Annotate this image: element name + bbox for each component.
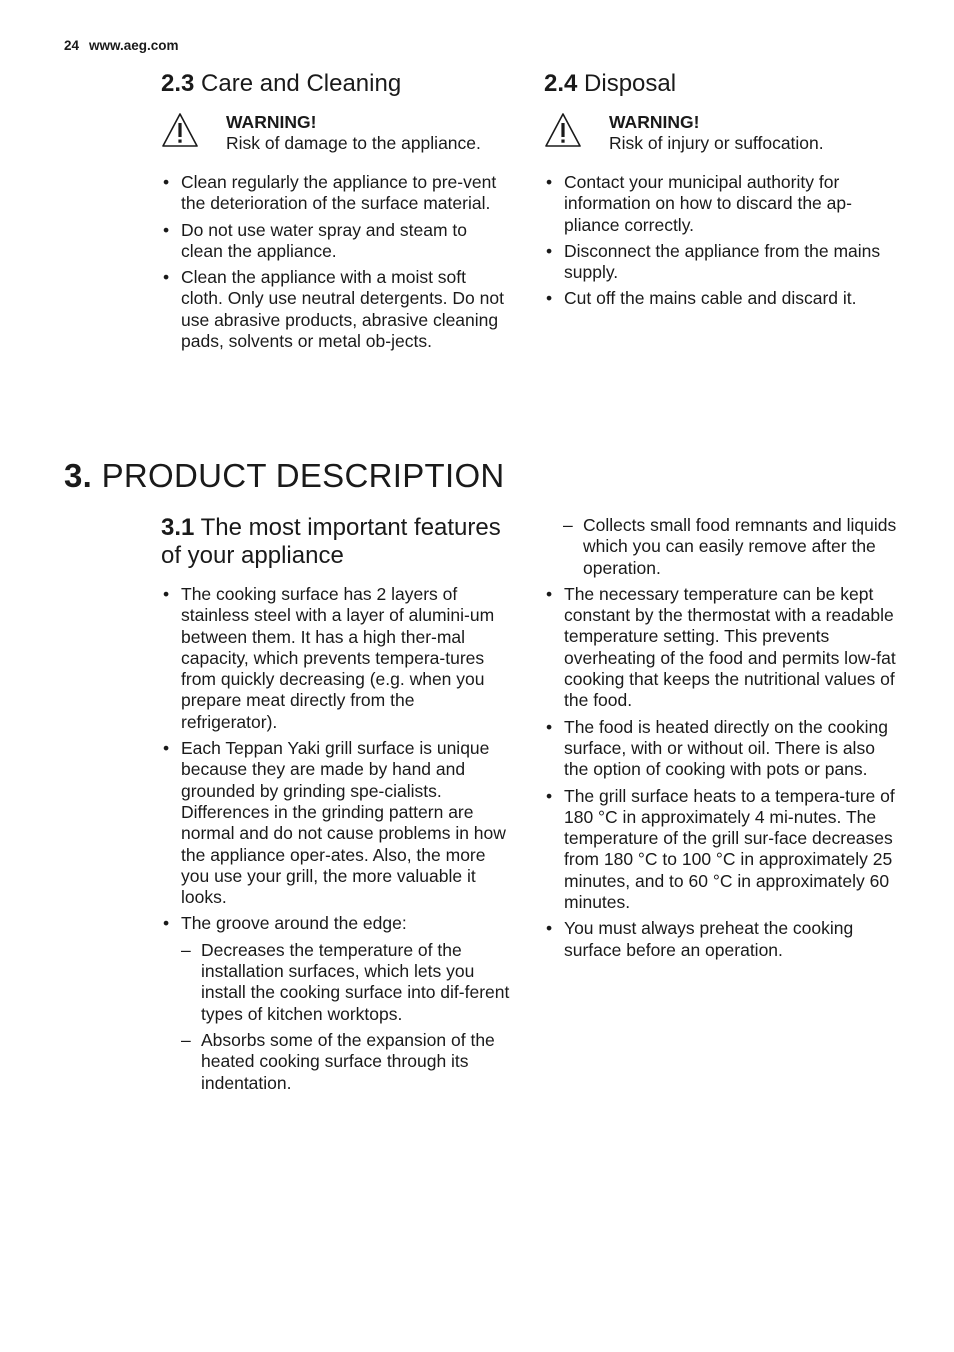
features-heading xyxy=(161,514,513,570)
disposal-list xyxy=(544,172,896,310)
list-item: • The food is heated directly on the cooking surface, with or without oil. There is also the option of cooking with pots or pans. xyxy=(544,717,898,781)
disposal-warning-text xyxy=(609,112,824,154)
care-warning-text xyxy=(226,112,481,154)
disposal-section xyxy=(544,70,896,315)
list-item: • Clean regularly the appliance to pre-vent the deterioration of the surface material. xyxy=(161,172,511,215)
disposal-warning xyxy=(544,112,896,172)
features-list-right xyxy=(544,584,898,961)
disposal-heading xyxy=(544,70,896,98)
care-list xyxy=(161,172,511,352)
chapter-number: 3. xyxy=(64,457,93,494)
list-item: • Cut off the mains cable and discard it. xyxy=(544,288,896,309)
disposal-heading-title: Disposal xyxy=(584,70,677,97)
disposal-heading-number: 2.4 xyxy=(544,70,578,97)
list-item: • Contact your municipal authority for information on how to discard the ap-pliance correctly. xyxy=(544,172,896,236)
features-list-left xyxy=(161,584,513,1094)
website-link[interactable]: www.aeg.com xyxy=(89,38,179,53)
chapter-title: PRODUCT DESCRIPTION xyxy=(101,457,505,494)
list-item: • The grill surface heats to a tempera-ture of 180 °C in approximately 4 mi-nutes. The temperature of the grill sur-face decreases from 180 °C to 100 °C in approximately 25 minutes, and to 60 °C in approximately 60 minutes. xyxy=(544,786,898,914)
sub-list-item: – Absorbs some of the expansion of the heated cooking surface through its indentation. xyxy=(181,1030,513,1094)
warning-title: WARNING! xyxy=(609,112,700,132)
list-item: • Each Teppan Yaki grill surface is unique because they are made by hand and grounded by grinding spe-cialists. Differences in the grinding pattern are normal and do not cause problems in how the appliance oper-ates. Also, the more you use your grill, the more valuable it looks. xyxy=(161,738,513,908)
list-item: • You must always preheat the cooking surface before an operation. xyxy=(544,918,898,961)
groove-intro: The groove around the edge: xyxy=(181,913,407,934)
care-warning xyxy=(161,112,511,172)
care-section xyxy=(161,70,511,357)
warning-icon xyxy=(544,112,582,148)
page-number: 24 xyxy=(64,38,80,53)
sub-list-item: – Decreases the temperature of the installation surfaces, which lets you install the cooking surface into dif-ferent types of kitchen worktops. xyxy=(181,940,513,1025)
features-heading-title: The most important features of your appliance xyxy=(161,514,501,569)
care-heading-title: Care and Cleaning xyxy=(201,70,402,97)
care-heading-number: 2.3 xyxy=(161,70,195,97)
features-left-column xyxy=(161,514,513,1099)
chapter-heading xyxy=(64,456,505,496)
features-heading-number: 3.1 xyxy=(161,514,195,541)
list-item xyxy=(161,913,513,1093)
warning-icon xyxy=(161,112,199,148)
features-right-column xyxy=(544,515,898,966)
page-header xyxy=(64,38,179,53)
warning-message: Risk of damage to the appliance. xyxy=(226,133,481,153)
groove-sublist xyxy=(181,940,513,1094)
list-item: • Clean the appliance with a moist soft cloth. Only use neutral detergents. Do not use abrasive products, abrasive cleaning pads, solvents or metal ob-jects. xyxy=(161,267,511,352)
care-heading xyxy=(161,70,511,98)
list-item: • The necessary temperature can be kept constant by the thermostat with a readable temperature setting. This prevents overheating of the food and permits low-fat cooking that keeps the nutritional values of the food. xyxy=(544,584,898,712)
list-item: • Disconnect the appliance from the mains supply. xyxy=(544,241,896,284)
groove-sublist-continued xyxy=(544,515,898,579)
warning-message: Risk of injury or suffocation. xyxy=(609,133,824,153)
list-item: • Do not use water spray and steam to clean the appliance. xyxy=(161,220,511,263)
list-item: • The cooking surface has 2 layers of stainless steel with a layer of alumini-um between them. It has a high ther-mal capacity, which prevents tempera-tures from quickly decreasing (e.g. when you prepare meat directly from the refrigerator). xyxy=(161,584,513,733)
warning-title: WARNING! xyxy=(226,112,317,132)
sub-list-item: – Collects small food remnants and liquids which you can easily remove after the operation. xyxy=(563,515,898,579)
